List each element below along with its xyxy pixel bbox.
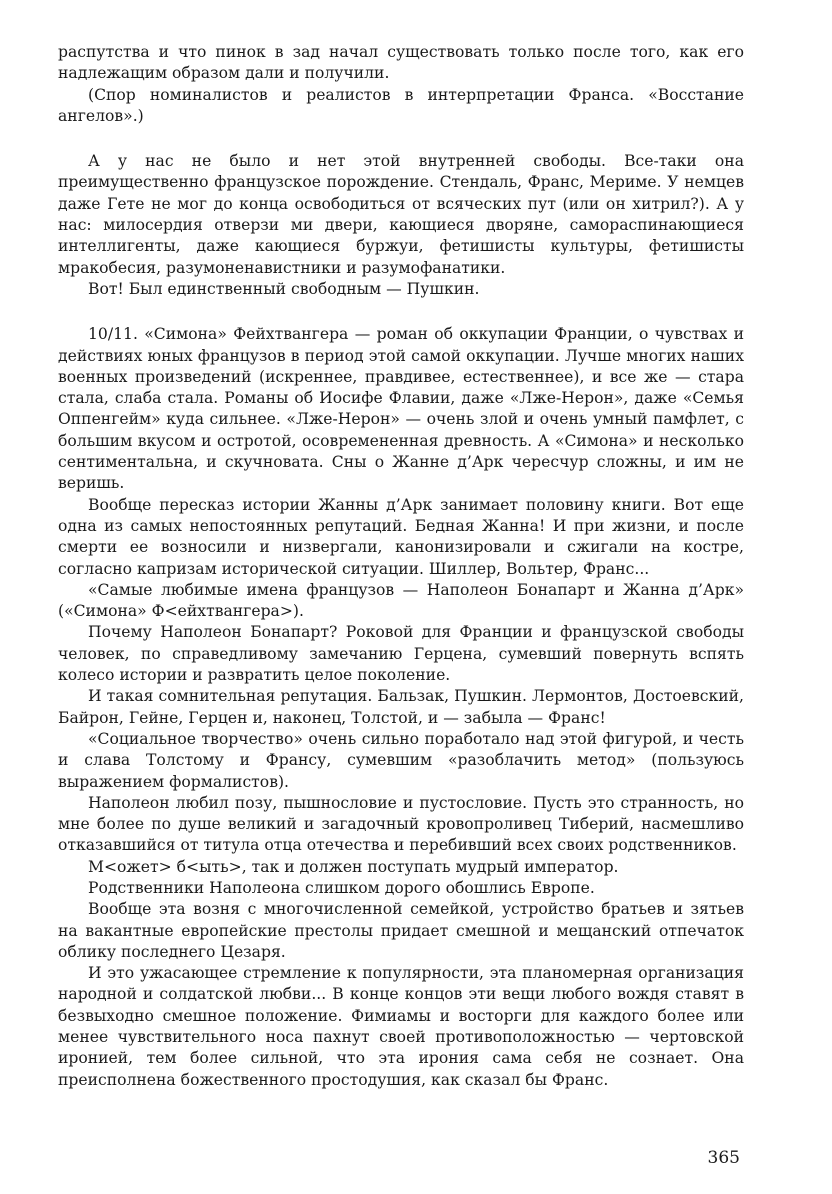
paragraph: И такая сомнительная репутация. Бальзак, Пушкин. Лермонтов, Достоевский, Байрон, Гейне, Герцен и, наконец, Толстой, и — забыла — Франс!: [58, 687, 744, 727]
paragraph: Вообще пересказ истории Жанны д’Арк занимает половину книги. Вот еще одна из самых непостоянных репутаций. Бедная Жанна! И при жизни, и после смерти ее возносили и низвергали, канонизировали и сжигали на костре, согласно капризам исторической ситуации. Шиллер, Вольтер, Франс...: [58, 495, 744, 578]
section-gap: [58, 127, 744, 151]
section-gap: [58, 300, 744, 324]
paragraph: М<ожет> б<ыть>, так и должен поступать мудрый император.: [88, 857, 619, 876]
paragraph: И это ужасающее стремление к популярности, эта планомерная организация народной и солдатской любви... В конце концов эти вещи любого вождя ставят в безвыходно смешное положение. Фимиамы и восторги для каждого более или менее чувствительного носа пахнут своей противоположностью — чертовской иронией, тем более сильной, что эта ирония сама себя не сознает. Она преисполнена божественного простодушия, как сказал бы Франс.: [58, 964, 744, 1089]
page-text: [58, 42, 744, 1091]
paragraph: Вообще эта возня с многочисленной семейкой, устройство братьев и зятьев на вакантные европейские престолы придает смешной и мещанский отпечаток облику последнего Цезаря.: [58, 900, 744, 961]
paragraph: «Самые любимые имена французов — Наполеон Бонапарт и Жанна д’Арк» («Симона» Ф<ейхтвангера>).: [58, 580, 744, 621]
paragraph: Почему Наполеон Бонапарт? Роковой для Франции и французской свободы человек, по справедливому замечанию Герцена, сумевший повернуть вспять колесо истории и развратить целое поколение.: [58, 623, 744, 685]
paragraph: 10/11. «Симона» Фейхтвангера — роман об оккупации Франции, о чувствах и действиях юных французов в период этой самой оккупации. Лучше многих наших военных произведений (искреннее, правдивее, естественнее), и все же — стара стала, слаба стала. Романы об Иосифе Флавии, даже «Лже-Нерон», даже «Семья Оппенгейм» куда сильнее. «Лже-Нерон» — очень злой и очень умный памфлет, с большим вкусом и остротой, осовремененная древность. А «Симона» и несколько сентиментальна, и скучновата. Сны о Жанне д’Арк чересчур сложны, и им не веришь.: [58, 325, 744, 493]
page-number: 365: [707, 1148, 740, 1168]
paragraph: Родственники Наполеона слишком дорого обошлись Европе.: [88, 878, 595, 897]
paragraph: (Спор номиналистов и реалистов в интерпретации Франса. «Восстание ангелов».): [58, 85, 744, 125]
paragraph: А у нас не было и нет этой внутренней свободы. Все-таки она преимущественно французское порождение. Стендаль, Франс, Мериме. У немцев даже Гете не мог до конца освободиться от всяческих пут (или он хитрил?). А у нас: милосердия отверзи ми двери, кающиеся дворяне, самораспинающиеся интеллигенты, даже кающиеся буржуи, фетишисты культуры, фетишисты мракобесия, разумоненавистники и разумофанатики.: [58, 152, 744, 277]
paragraph: Вот! Был единственный свободным — Пушкин.: [88, 279, 480, 298]
paragraph: Наполеон любил позу, пышнословие и пустословие. Пусть это странность, но мне более по душе великий и загадочный кровопроливец Тиберий, насмешливо отказавшийся от титула отца отечества и перебивший всех своих родственников.: [58, 793, 744, 855]
paragraph: распутства и что пинок в зад начал существовать только после того, как его надлежащим образом дали и получили.: [58, 43, 744, 83]
paragraph: «Социальное творчество» очень сильно поработало над этой фигурой, и честь и слава Толстому и Франсу, сумевшим «разоблачить метод» (пользуюсь выражением формалистов).: [58, 729, 744, 791]
